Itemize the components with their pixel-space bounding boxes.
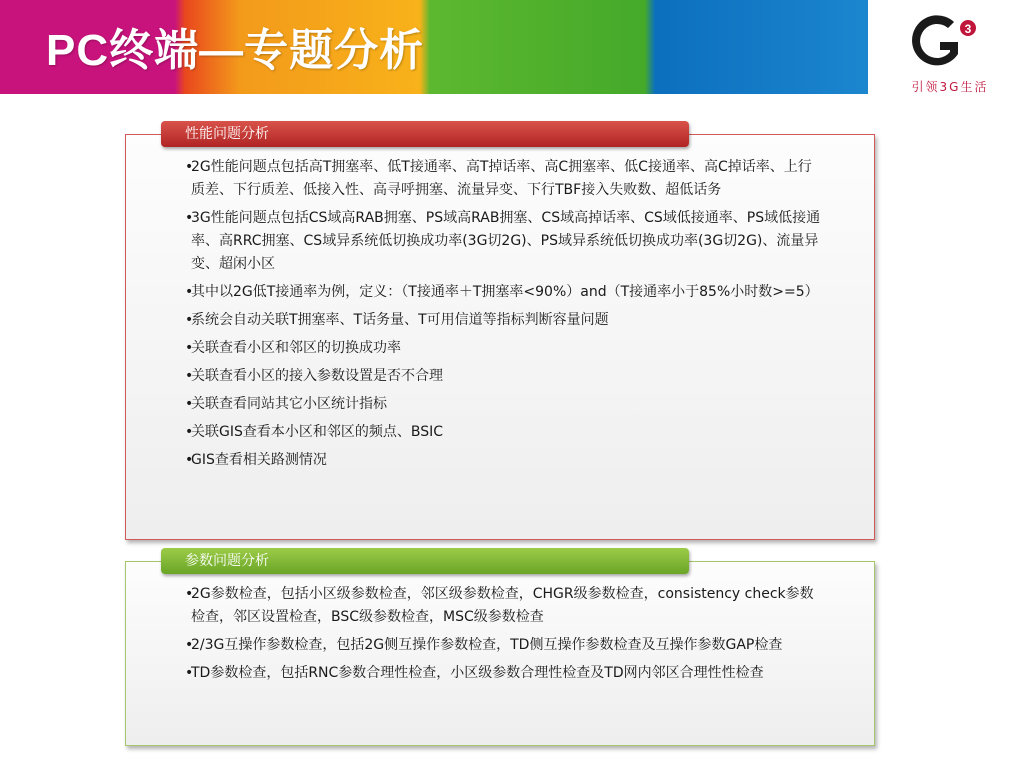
list-item: • 2G参数检查，包括小区级参数检查，邻区级参数检查，CHGR级参数检查，consistency check参数检查，邻区设置检查，BSC级参数检查，MSC级参数检查 bbox=[185, 583, 825, 629]
performance-section-title: 性能问题分析 bbox=[161, 121, 689, 147]
header-banner bbox=[0, 0, 868, 94]
parameter-list bbox=[185, 583, 825, 690]
list-item: • 3G性能问题点包括CS域高RAB拥塞、PS域高RAB拥塞、CS域高掉话率、CS域低接通率、PS域低接通率、高RRC拥塞、CS域异系统低切换成功率(3G切2G)、PS域异系统低切换成功率(3G切2G)、流量异变、超闲小区 bbox=[185, 207, 825, 276]
performance-list bbox=[185, 156, 825, 477]
page-title: PC终端—专题分析 bbox=[46, 26, 425, 75]
parameter-section-title: 参数问题分析 bbox=[161, 548, 689, 574]
list-item: • 关联查看同站其它小区统计指标 bbox=[185, 393, 825, 416]
list-item: • 关联查看小区的接入参数设置是否不合理 bbox=[185, 365, 825, 388]
logo bbox=[880, 0, 1004, 104]
list-item: • 系统会自动关联T拥塞率、T话务量、T可用信道等指标判断容量问题 bbox=[185, 309, 825, 332]
list-item: • 2G性能问题点包括高T拥塞率、低T接通率、高T掉话率、高C拥塞率、低C接通率、高C掉话率、上行质差、下行质差、低接入性、高寻呼拥塞、流量异变、下行TBF接入失败数、超低话务 bbox=[185, 156, 825, 202]
list-item: • 关联GIS查看本小区和邻区的频点、BSIC bbox=[185, 421, 825, 444]
list-item: • 其中以2G低T接通率为例，定义：（T接通率＋T拥塞率<90%）and（T接通率小于85%小时数>=5） bbox=[185, 281, 825, 304]
list-item: • 2/3G互操作参数检查，包括2G侧互操作参数检查，TD侧互操作参数检查及互操作参数GAP检查 bbox=[185, 634, 825, 657]
svg-text:3: 3 bbox=[964, 22, 972, 36]
list-item: • 关联查看小区和邻区的切换成功率 bbox=[185, 337, 825, 360]
logo-tagline: 引领3G生活 bbox=[911, 80, 989, 94]
list-item: • GIS查看相关路测情况 bbox=[185, 449, 825, 472]
list-item: • TD参数检查，包括RNC参数合理性检查，小区级参数合理性检查及TD网内邻区合理性性检查 bbox=[185, 662, 825, 685]
g3-logo-icon bbox=[906, 8, 978, 78]
